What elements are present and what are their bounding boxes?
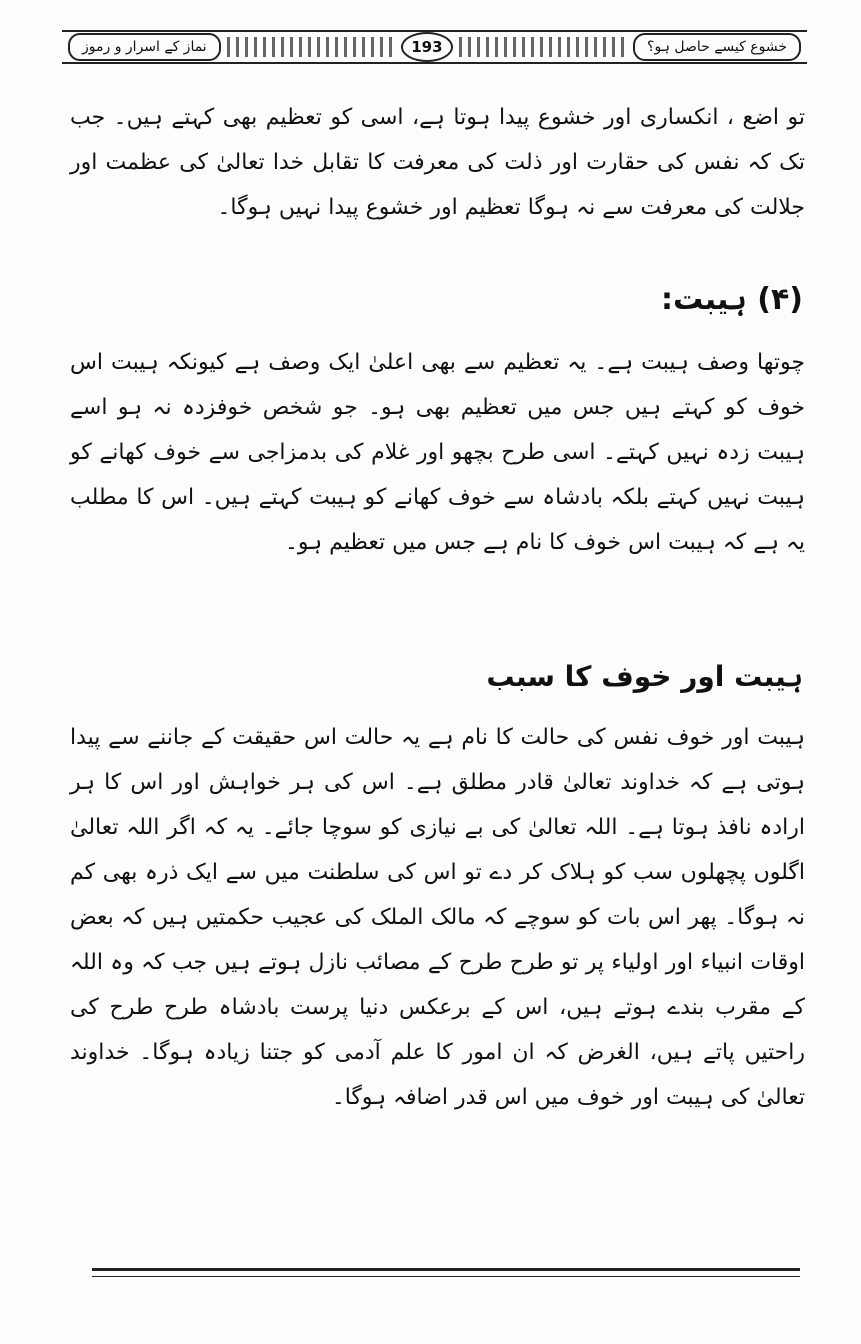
footer-rule-thick (92, 1268, 800, 1271)
chapter-title: خشوع کیسے حاصل ہو؟ (633, 33, 801, 61)
ornament-right (459, 37, 627, 57)
page-number: 193 (401, 32, 453, 62)
paragraph-2: چوتھا وصف ہیبت ہے۔ یہ تعظیم سے بھی اعلیٰ ایک وصف ہے کیونکہ ہیبت اس خوف کو کہتے ہیں جس میں تعظیم بھی ہو۔ جو شخص خوفزدہ نہ ہو اسے ہیبت زدہ نہیں کہتے۔ اسی طرح بچھو اور غلام کی بدمزاجی سے خوف کھانے کو ہیبت نہیں کہتے بلکہ بادشاہ سے خوف کھانے کو ہیبت کہتے ہیں۔ اس کا مطلب یہ ہے کہ ہیبت اس خوف کا نام ہے جس میں تعظیم ہو۔ (70, 350, 805, 555)
paragraph-3: ہیبت اور خوف نفس کی حالت کا نام ہے یہ حالت اس حقیقت کے جاننے سے پیدا ہوتی ہے کہ خداوند تعالیٰ قادر مطلق ہے۔ اس کی ہر خواہش اور اس کا ہر ارادہ نافذ ہوتا ہے۔ اللہ تعالیٰ کی بے نیازی کو سوچا جائے۔ یہ کہ اگر اللہ تعالیٰ اگلوں پچھلوں سب کو ہلاک کر دے تو اس کی سلطنت میں سے ایک ذرہ بھی کم نہ ہوگا۔ پھر اس بات کو سوچے کہ مالک الملک کی عجیب حکمتیں ہیں کہ بعض اوقات انبیاء اور اولیاء پر تو طرح طرح کے مصائب نازل ہوتے ہیں جب کہ وہ اللہ کے مقرب بندے ہوتے ہیں، اس کے برعکس دنیا پرست بادشاہ طرح طرح کی راحتیں پاتے ہیں، الغرض کہ ان امور کا علم آدمی کو جتنا زیادہ ہوگا۔ خداوند تعالیٰ کی ہیبت اور خوف میں اس قدر اضافہ ہوگا۔ (70, 725, 805, 1110)
heading-haibat: (۴) ہیبت: (660, 282, 803, 317)
paragraph-1: تو اضع ، انکساری اور خشوع پیدا ہوتا ہے، اسی کو تعظیم بھی کہتے ہیں۔ جب تک کہ نفس کی حقارت اور ذلت کی معرفت کا تقابل خدا تعالیٰ کی عظمت اور جلالت کی معرفت سے نہ ہوگا تعظیم اور خشوع پیدا نہیں ہوگا۔ (70, 105, 805, 220)
footer-rule-thin (92, 1276, 800, 1277)
page-header (62, 30, 807, 64)
book-title: نماز کے اسرار و رموز (68, 33, 221, 61)
ornament-left (227, 37, 395, 57)
heading-haibat-khauf: ہیبت اور خوف کا سبب (486, 660, 803, 693)
